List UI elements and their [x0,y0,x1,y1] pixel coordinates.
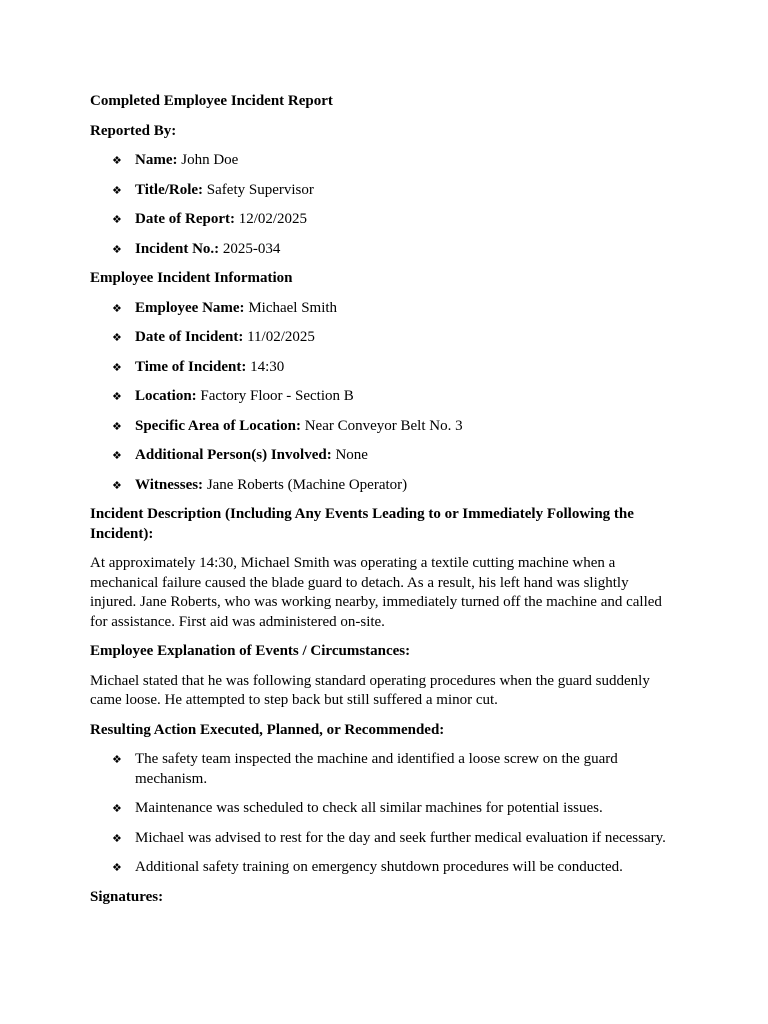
list-item [90,858,675,878]
diamond-bullet-icon: ❖ [112,861,122,874]
reported-by-list [90,151,675,259]
diamond-bullet-icon: ❖ [112,331,122,344]
action-text: Michael was advised to rest for the day and seek further medical evaluation if necessary. [135,829,666,846]
field-value: Near Conveyor Belt No. 3 [304,417,463,434]
employee-info-list [90,299,675,496]
field-label: Name: [135,152,178,168]
field-label: Specific Area of Location: [135,417,301,434]
diamond-bullet-icon: ❖ [112,183,122,197]
list-item [90,829,675,849]
field-value: Safety Supervisor [206,181,314,198]
diamond-bullet-icon: ❖ [112,753,122,766]
field-value: John Doe [181,152,239,168]
incident-report-document [90,92,675,907]
field-value: 14:30 [250,358,285,375]
field-label: Location: [135,388,197,404]
diamond-bullet-icon: ❖ [112,831,122,845]
employee-explanation-heading: Employee Explanation of Events / Circumstances: [90,643,411,659]
diamond-bullet-icon: ❖ [112,390,122,403]
employee-explanation-text: Michael stated that he was following standard operating procedures when the guard suddenly came loose. He attempted to step back but still suffered a minor cut. [90,672,650,708]
diamond-bullet-icon: ❖ [112,449,122,462]
list-item [90,328,675,348]
list-item [90,750,675,789]
field-label: Date of Report: [135,211,235,227]
diamond-bullet-icon: ❖ [112,802,122,815]
list-item [90,446,675,466]
field-value: 11/02/2025 [247,329,315,345]
action-text: Maintenance was scheduled to check all similar machines for potential issues. [135,800,603,816]
list-item [90,417,675,437]
diamond-bullet-icon: ❖ [112,242,122,256]
diamond-bullet-icon: ❖ [112,419,122,433]
field-label: Time of Incident: [135,358,247,375]
list-item [90,358,675,378]
field-label: Date of Incident: [135,329,244,345]
list-item [90,299,675,319]
diamond-bullet-icon: ❖ [112,478,122,492]
list-item [90,387,675,407]
incident-description-heading: Incident Description (Including Any Events Leading to or Immediately Following the Incident): [90,506,634,542]
field-label: Employee Name: [135,299,245,316]
field-label: Witnesses: [135,476,204,493]
field-value: None [335,447,368,463]
employee-info-heading: Employee Incident Information [90,270,293,286]
resulting-action-list [90,750,675,878]
list-item [90,151,675,171]
action-text: Additional safety training on emergency shutdown procedures will be conducted. [135,859,623,875]
diamond-bullet-icon: ❖ [112,213,122,226]
diamond-bullet-icon: ❖ [112,360,122,374]
report-title: Completed Employee Incident Report [90,93,333,109]
list-item [90,240,675,260]
resulting-action-heading: Resulting Action Executed, Planned, or Recommended: [90,721,445,738]
signatures-heading: Signatures: [90,888,164,905]
field-label: Incident No.: [135,240,220,257]
list-item [90,799,675,819]
incident-description-text: At approximately 14:30, Michael Smith was operating a textile cutting machine when a mechanical failure caused the blade guard to detach. As a result, his left hand was slightly injured. Jane Roberts, who was working nearby, immediately turned off the machine and called for assistance. First aid was administered on-site. [90,555,662,630]
field-value: 12/02/2025 [238,211,308,227]
list-item [90,210,675,230]
field-label: Additional Person(s) Involved: [135,447,332,463]
list-item [90,476,675,496]
field-value: 2025-034 [222,240,281,257]
field-label: Title/Role: [135,181,204,198]
diamond-bullet-icon: ❖ [112,301,122,315]
reported-by-heading: Reported By: [90,122,177,139]
action-text: The safety team inspected the machine and identified a loose screw on the guard mechanism. [135,751,618,787]
field-value: Factory Floor - Section B [200,388,354,404]
list-item [90,181,675,201]
field-value: Jane Roberts (Machine Operator) [206,476,408,493]
field-value: Michael Smith [248,299,338,316]
diamond-bullet-icon: ❖ [112,154,122,167]
